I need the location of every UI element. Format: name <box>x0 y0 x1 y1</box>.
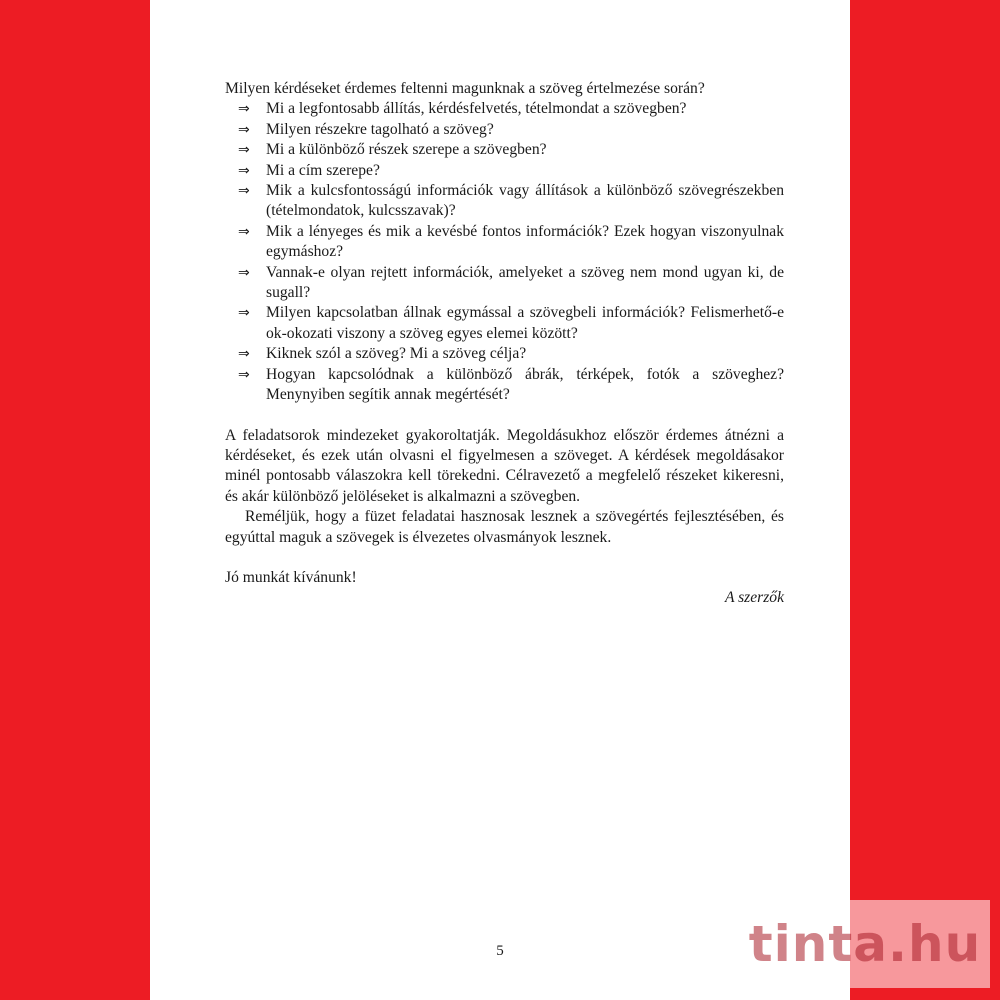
paragraph-wishes: Reméljük, hogy a füzet feladatai hasznosak lesznek a szövegértés fejlesztésében, és egyúttal maguk a szövegek is élvezetes olvasmányok lesznek. <box>225 508 784 546</box>
question-item <box>225 161 784 181</box>
paragraph-exercises: A feladatsorok mindezeket gyakoroltatják. Megoldásukhoz először érdemes átnézni a kérdéseket, és ezek után olvasni el figyelmesen a szöveget. A kérdések megoldásakor minél pontosabb válaszokra kell törekedni. Célravezető a megfelelő részeket kikeresni, és akár különböző jelöléseket is alkalmazni a szövegben. <box>225 426 784 505</box>
question-text: Vannak-e olyan rejtett információk, amelyeket a szöveg nem mond ugyan ki, de sugall? <box>266 263 784 302</box>
question-item <box>225 263 784 304</box>
page-content <box>225 79 784 609</box>
question-item <box>225 120 784 140</box>
question-item <box>225 99 784 119</box>
question-text: Milyen részekre tagolható a szöveg? <box>266 120 494 138</box>
watermark-text: tinta.hu <box>748 915 982 973</box>
question-text: Kiknek szól a szöveg? Mi a szöveg célja? <box>266 345 527 363</box>
double-arrow-right-icon: ⇒ <box>238 183 250 200</box>
double-arrow-right-icon: ⇒ <box>238 142 250 159</box>
double-arrow-right-icon: ⇒ <box>238 264 250 281</box>
watermark-logo <box>740 900 990 988</box>
question-item <box>225 181 784 222</box>
question-text: Mi a cím szerepe? <box>266 161 380 179</box>
page-number: 5 <box>496 943 504 959</box>
double-arrow-right-icon: ⇒ <box>238 223 250 240</box>
question-text: Mi a legfontosabb állítás, kérdésfelvetés, tételmondat a szövegben? <box>266 100 687 118</box>
question-text: Mi a különböző részek szerepe a szövegben? <box>266 141 547 159</box>
signature: A szerzők <box>724 589 784 607</box>
question-item <box>225 365 784 406</box>
question-item <box>225 303 784 344</box>
question-text: Milyen kapcsolatban állnak egymással a szövegbeli információk? Felismerhető-e ok-okozati viszony a szöveg egyes elemei között? <box>266 304 784 342</box>
question-item <box>225 222 784 263</box>
question-item <box>225 344 784 364</box>
double-arrow-right-icon: ⇒ <box>238 162 250 179</box>
question-list <box>225 99 784 405</box>
double-arrow-right-icon: ⇒ <box>238 121 250 138</box>
question-text: Mik a lényeges és mik a kevésbé fontos információk? Ezek hogyan viszonyulnak egymáshoz? <box>266 222 784 261</box>
right-red-margin <box>850 0 1000 1000</box>
double-arrow-right-icon: ⇒ <box>238 346 250 363</box>
question-text: Hogyan kapcsolódnak a különböző ábrák, térképek, fotók a szöveghez? Menynyiben segítik annak megértését? <box>266 365 784 404</box>
double-arrow-right-icon: ⇒ <box>238 101 250 118</box>
double-arrow-right-icon: ⇒ <box>238 305 250 322</box>
question-text: Mik a kulcsfontosságú információk vagy állítások a különböző szövegrészekben (tételmondatok, kulcsszavak)? <box>266 182 784 220</box>
closing-line: Jó munkát kívánunk! <box>225 568 357 586</box>
intro-question: Milyen kérdéseket érdemes feltenni magunknak a szöveg értelmezése során? <box>225 80 705 97</box>
left-red-margin <box>0 0 150 1000</box>
book-page <box>150 0 850 1000</box>
double-arrow-right-icon: ⇒ <box>238 366 250 383</box>
question-item <box>225 140 784 160</box>
